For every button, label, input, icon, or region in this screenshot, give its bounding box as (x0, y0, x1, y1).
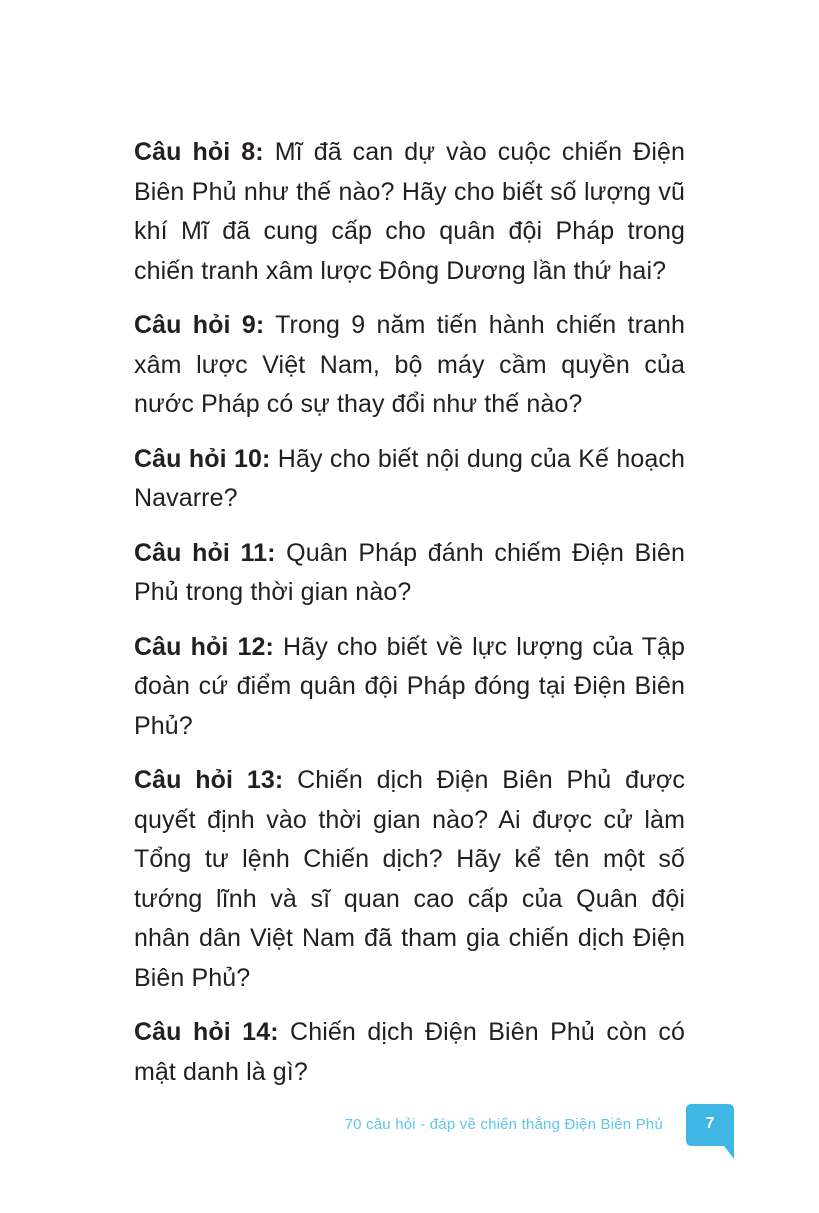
question-text: Mĩ đã can dự vào cuộc chiến Điện Biên Phủ như thế nào? Hãy cho biết số lượng vũ khí Mĩ đã cung cấp cho quân đội Pháp trong chiến tranh xâm lược Đông Dương lần thứ hai? (134, 138, 685, 285)
question-13 (134, 761, 685, 998)
question-12 (134, 628, 685, 747)
question-text: Trong 9 năm tiến hành chiến tranh xâm lược Việt Nam, bộ máy cầm quyền của nước Pháp có sự thay đổi như thế nào? (134, 311, 686, 418)
question-text: Hãy cho biết về lực lượng của Tập đoàn cứ điểm quân đội Pháp đóng tại Điện Biên Phủ? (134, 632, 686, 740)
question-label: Câu hỏi 8: (134, 138, 264, 166)
question-text: Chiến dịch Điện Biên Phủ còn có mật danh là gì? (134, 1018, 685, 1086)
page-number: 7 (705, 1115, 715, 1132)
question-11 (134, 534, 685, 613)
question-label: Câu hỏi 13: (134, 766, 284, 794)
question-label: Câu hỏi 11: (134, 538, 276, 567)
page-footer (0, 1104, 819, 1164)
question-text: Hãy cho biết nội dung của Kế hoạch Navarre? (134, 444, 685, 512)
question-14 (134, 1013, 685, 1092)
page-number-badge (686, 1104, 734, 1160)
question-label: Câu hỏi 14: (134, 1018, 279, 1046)
question-text: Quân Pháp đánh chiếm Điện Biên Phủ trong thời gian nào? (134, 538, 685, 606)
question-label: Câu hỏi 9: (134, 311, 265, 339)
question-label: Câu hỏi 12: (134, 632, 274, 661)
question-10 (134, 440, 685, 519)
question-text: Chiến dịch Điện Biên Phủ được quyết định vào thời gian nào? Ai được cử làm Tổng tư lệnh Chiến dịch? Hãy kể tên một số tướng lĩnh và sĩ quan cao cấp của Quân đội nhân dân Việt Nam đã tham gia chiến dịch Điện Biên Phủ? (134, 766, 686, 992)
question-8 (134, 133, 685, 291)
question-list (134, 133, 685, 1107)
running-footer-title: 70 câu hỏi - đáp về chiến thắng Điện Biên Phủ (344, 1116, 663, 1133)
question-9 (134, 306, 685, 425)
question-label: Câu hỏi 10: (134, 444, 271, 473)
